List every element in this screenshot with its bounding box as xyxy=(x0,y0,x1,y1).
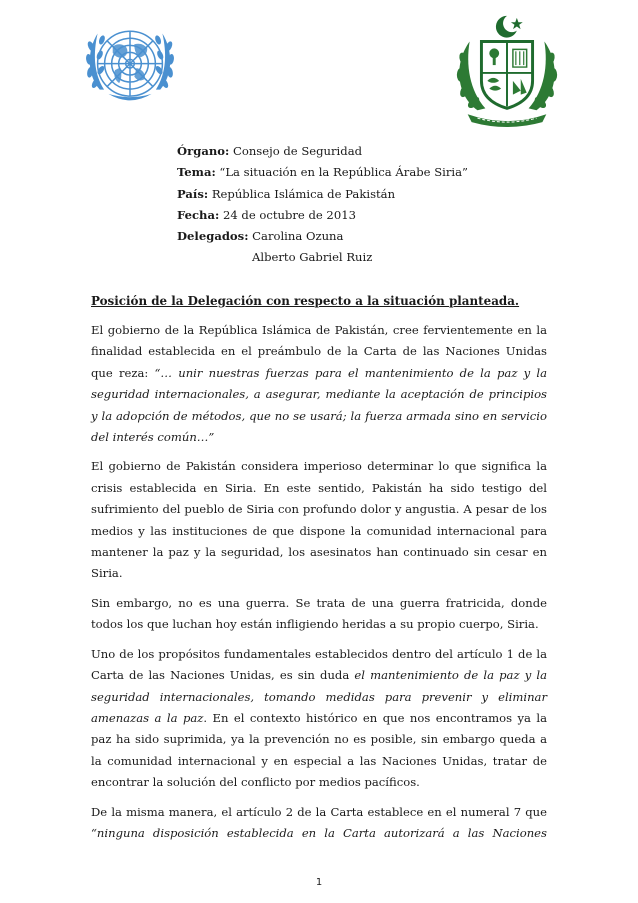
page-number: 1 xyxy=(315,877,323,888)
delegado-2: Alberto Gabriel Ruiz xyxy=(252,250,373,265)
delegados-label: Delegados: xyxy=(177,229,249,244)
paragraph-4-italic: el mantenimiento de la paz y la seguridad internacionales, tomando medidas para prevenir y eliminar amenazas a la paz xyxy=(91,668,547,725)
paragraph-5-italic: “ninguna disposición establecida en la Carta autorizará a las Naciones xyxy=(91,825,547,840)
organo-value: Consejo de Seguridad xyxy=(232,144,363,158)
organo-row xyxy=(177,141,468,162)
pakistan-emblem-logo xyxy=(448,12,566,128)
delegados-row-2 xyxy=(177,247,468,268)
organo-label: Órgano: xyxy=(177,144,230,158)
paragraph-4-text-a: Uno de los propósitos fundamentales establecidos dentro del artículo 1 de la Carta de las Naciones Unidas, es sin duda xyxy=(91,646,547,683)
paragraph-4-text-b: . En el contexto histórico en que nos encontramos ya la paz ha sido suprimida, ya la prevención no es posible, sin embargo queda a la comunidad internacional y en especial a las Naciones Unidas, tratar de encontrar la solución del conflicto por medios pacíficos. xyxy=(91,710,547,790)
delegados-row xyxy=(177,226,468,247)
fecha-row xyxy=(177,205,468,226)
paragraph-1-text: El gobierno de la República Islámica de Pakistán, cree fervientemente en la finalidad establecida en el preámbulo de la Carta de las Naciones Unidas que reza: xyxy=(91,323,547,380)
section-title: Posición de la Delegación con respecto a la situación planteada. xyxy=(91,294,520,308)
tema-row xyxy=(177,162,468,183)
paragraph-5 xyxy=(91,802,547,845)
delegado-1: Carolina Ozuna xyxy=(252,229,344,244)
pais-label: País: xyxy=(177,186,209,201)
paragraph-2: El gobierno de Pakistán considera imperioso determinar lo que significa la crisis establecida en Siria. En este sentido, Pakistán ha sido testigo del sufrimiento del pueblo de Siria con profundo dolor y angustia. A pesar de los medios y las instituciones de que dispone la comunidad internacional para mantener la paz y la seguridad, los asesinatos han continuado sin cesar en Siria. xyxy=(91,459,547,581)
tema-label: Tema: xyxy=(177,165,216,180)
paragraph-1 xyxy=(91,320,547,448)
pais-value: República Islámica de Pakistán xyxy=(211,186,396,201)
fecha-value: 24 de octubre de 2013 xyxy=(222,207,356,222)
paragraph-1-quote: “… unir nuestras fuerzas para el mantenimiento de la paz y la seguridad internacionales, a asegurar, mediante la aceptación de principios y la adopción de métodos, que no se usará; la fuerza armada sino en servicio del interés común…” xyxy=(91,365,548,445)
un-emblem-logo xyxy=(76,14,184,122)
pais-row xyxy=(177,184,468,205)
paragraph-4 xyxy=(91,644,547,794)
tema-value: “La situación en la República Árabe Siria” xyxy=(219,165,468,180)
document-metadata xyxy=(177,141,468,269)
fecha-label: Fecha: xyxy=(177,207,220,222)
paragraph-3: Sin embargo, no es una guerra. Se trata de una guerra fratricida, donde todos los que luchan hoy están infligiendo heridas a su propio cuerpo, Siria. xyxy=(91,595,547,632)
paragraph-5-text: De la misma manera, el artículo 2 de la Carta establece en el numeral 7 que xyxy=(91,804,547,819)
document-body xyxy=(91,291,547,852)
